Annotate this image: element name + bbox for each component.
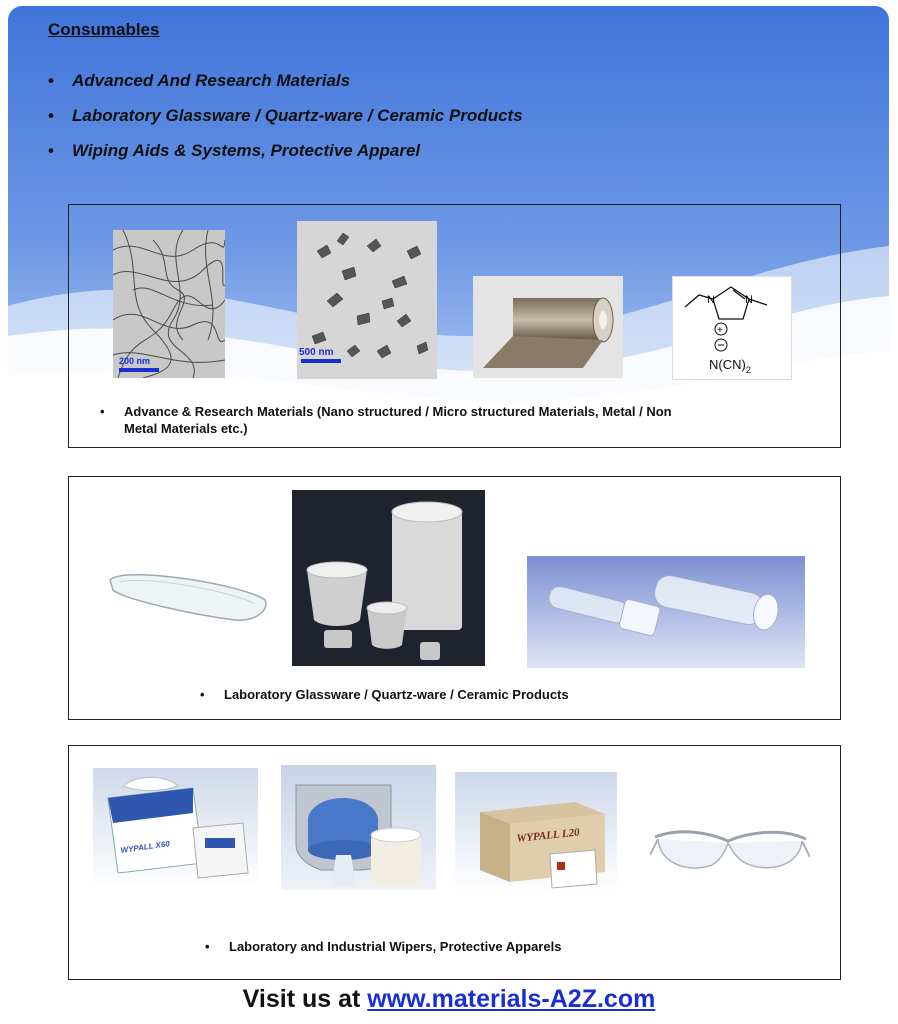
footer-prefix: Visit us at: [242, 985, 368, 1013]
roll-dispenser-image: [281, 765, 436, 890]
wipers-box-image: [93, 768, 258, 888]
svg-text:N: N: [707, 294, 715, 306]
quartz-tubes-image: [527, 556, 805, 668]
category-list: [48, 70, 523, 175]
ionic-liquid-structure-image: [672, 276, 792, 380]
list-item: • Advanced And Research Materials: [48, 71, 351, 90]
list-item: • Laboratory Glassware / Quartz-ware / Ceramic Products: [48, 106, 523, 125]
scale-label: 200 nm: [119, 356, 151, 366]
website-link[interactable]: www.materials-A2Z.com: [367, 985, 656, 1013]
box-label: WYPALL L20: [516, 826, 581, 845]
wipall-carton-image: [455, 772, 617, 892]
chem-formula: N(CN): [709, 357, 746, 372]
section2-caption: • Laboratory Glassware / Quartz-ware / Ceramic Products: [200, 687, 569, 702]
quartz-boat-image: [105, 560, 270, 630]
footer-visit: [0, 985, 898, 1014]
ceramic-crucibles-image: [292, 490, 485, 666]
section1-caption: • Advance & Research Materials (Nano structured / Micro structured Materials, Metal / Non Metal Materials etc.): [100, 404, 672, 436]
safety-glasses-image: [650, 825, 810, 885]
page-title: Consumables: [48, 20, 160, 39]
nanoparticle-micrograph-image: [297, 221, 437, 379]
chem-subscript: 2: [745, 365, 751, 375]
box-label: WYPALL X60: [120, 839, 171, 855]
metal-foil-roll-image: [473, 276, 623, 378]
svg-text:N: N: [745, 294, 753, 306]
section3-caption: • Laboratory and Industrial Wipers, Protective Apparels: [205, 939, 562, 954]
scale-label: 500 nm: [299, 347, 334, 358]
list-item: • Wiping Aids & Systems, Protective Apparel: [48, 141, 421, 160]
nanotube-micrograph-image: [113, 230, 225, 378]
svg-text:+: +: [717, 325, 723, 336]
svg-text:N(CN)2: [709, 357, 751, 375]
